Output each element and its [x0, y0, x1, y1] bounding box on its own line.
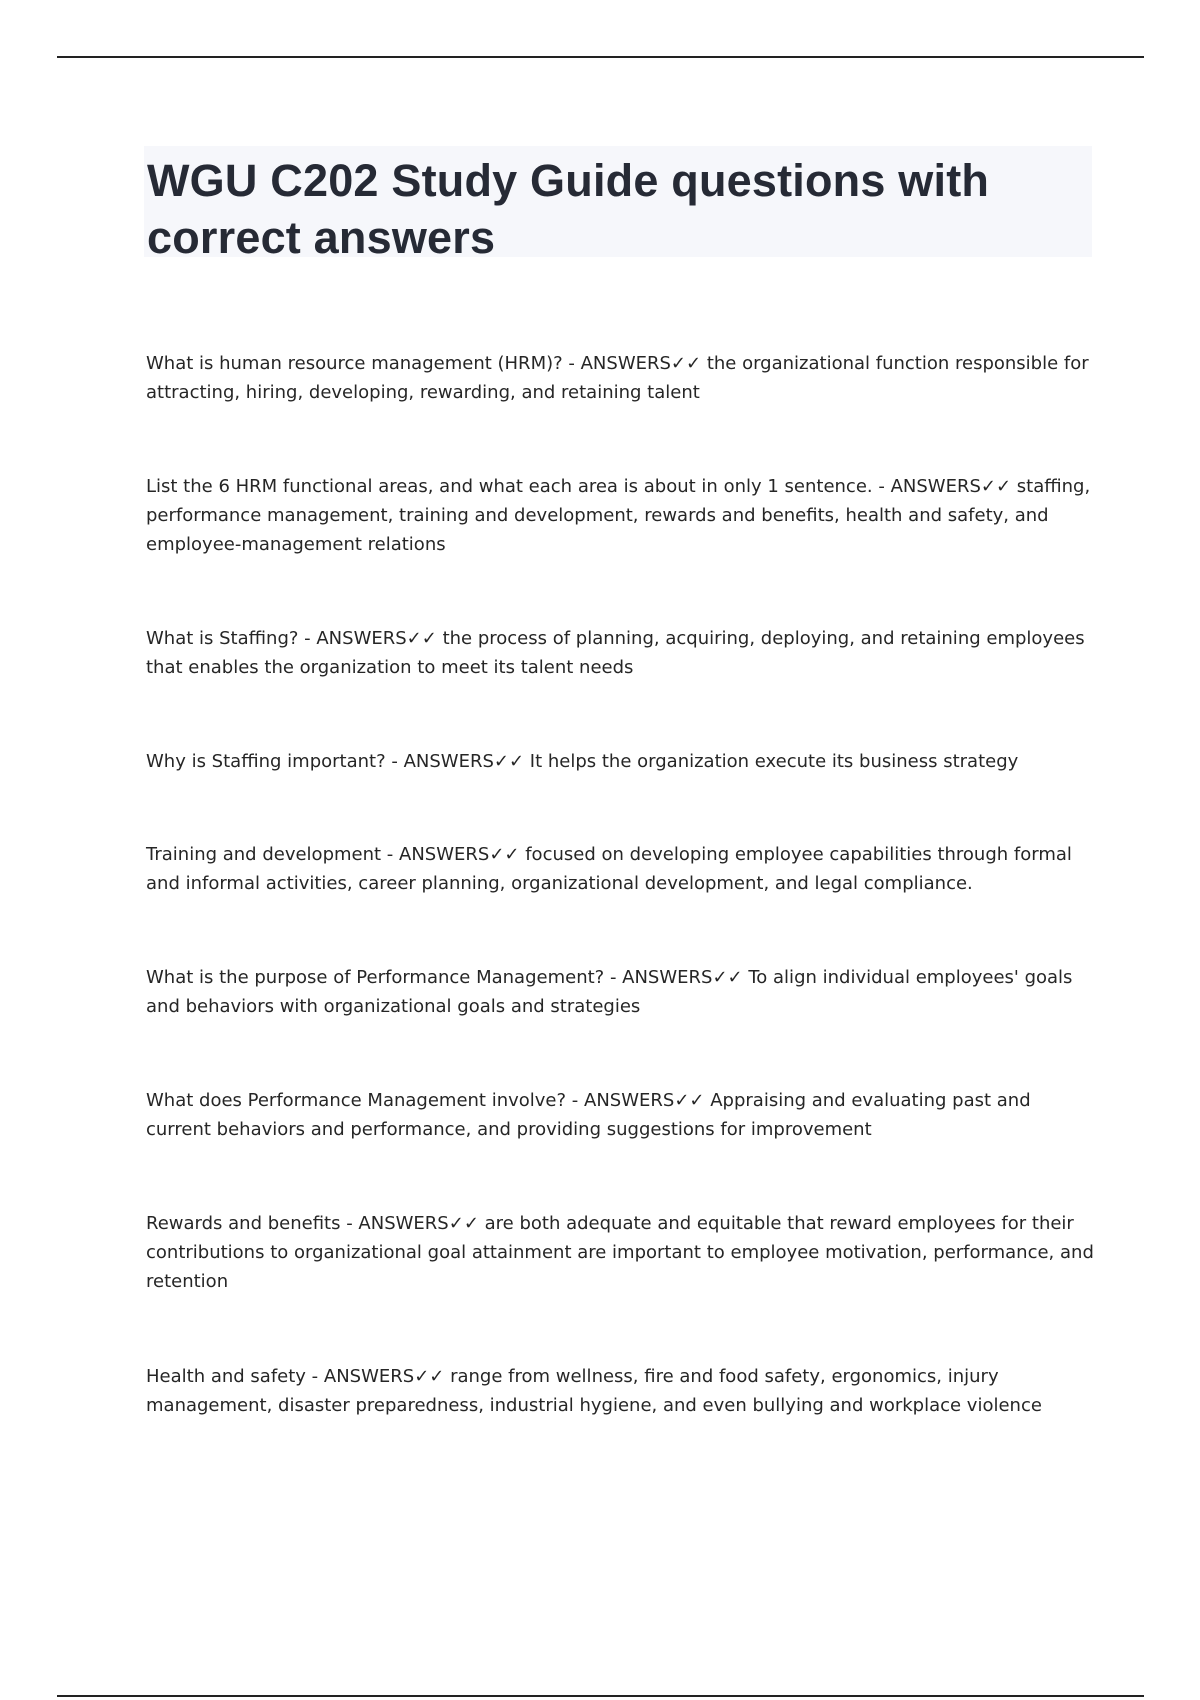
qa-item-2: [146, 472, 1096, 559]
title-block: [144, 146, 1092, 263]
question-text: What is the purpose of Performance Management?: [146, 967, 605, 988]
top-divider: [57, 56, 1144, 58]
answer-marker: - ANSWERS✓✓: [872, 476, 1017, 497]
answer-text: To align individual employees' goals and behaviors with organizational goals and strategies: [146, 967, 1073, 1017]
qa-item-9: [146, 1362, 1096, 1420]
qa-item-7: [146, 1086, 1096, 1144]
answer-text: It helps the organization execute its business strategy: [529, 751, 1019, 772]
qa-item-4: [146, 747, 1096, 776]
answer-text: staffing, performance management, training and development, rewards and benefits, health and safety, and employee-management relations: [146, 476, 1091, 555]
answer-text: the process of planning, acquiring, deploying, and retaining employees that enables the organization to meet its talent needs: [146, 628, 1085, 678]
question-text: What does Performance Management involve?: [146, 1090, 567, 1111]
answer-text: the organizational function responsible for attracting, hiring, developing, rewarding, and retaining talent: [146, 353, 1089, 403]
answer-marker: - ANSWERS✓✓: [562, 353, 707, 374]
answer-marker: - ANSWERS✓✓: [566, 1090, 711, 1111]
bottom-divider: [57, 1695, 1144, 1697]
answer-marker: - ANSWERS✓✓: [298, 628, 443, 649]
answer-text: focused on developing employee capabilities through formal and informal activities, career planning, organizational development, and legal compliance.: [146, 844, 1072, 894]
qa-item-3: [146, 624, 1096, 682]
question-text: List the 6 HRM functional areas, and what each area is about in only 1 sentence.: [146, 476, 873, 497]
answer-marker: - ANSWERS✓✓: [604, 967, 749, 988]
document-title: WGU C202 Study Guide questions with correct answers: [147, 155, 990, 263]
answer-marker: - ANSWERS✓✓: [385, 751, 530, 772]
answer-text: Appraising and evaluating past and current behaviors and performance, and providing suggestions for improvement: [146, 1090, 1031, 1140]
question-text: What is Staffing?: [146, 628, 299, 649]
qa-item-5: [146, 840, 1096, 898]
answer-marker: - ANSWERS✓✓: [381, 844, 526, 865]
question-text: Rewards and benefits: [146, 1213, 341, 1234]
question-text: Training and development: [146, 844, 382, 865]
qa-item-1: [146, 349, 1096, 407]
answer-marker: - ANSWERS✓✓: [305, 1366, 451, 1387]
question-text: What is human resource management (HRM)?: [146, 353, 563, 374]
qa-item-6: [146, 963, 1096, 1021]
question-text: Health and safety: [146, 1366, 306, 1387]
answer-text: are both adequate and equitable that reward employees for their contributions to organizational goal attainment are important to employee motivation, performance, and retention: [146, 1213, 1094, 1292]
question-text: Why is Staffing important?: [146, 751, 386, 772]
answer-marker: - ANSWERS✓✓: [340, 1213, 485, 1234]
qa-item-8: [146, 1209, 1096, 1296]
answer-text: range from wellness, fire and food safety, ergonomics, injury management, disaster preparedness, industrial hygiene, and even bullying and workplace violence: [146, 1366, 1042, 1416]
